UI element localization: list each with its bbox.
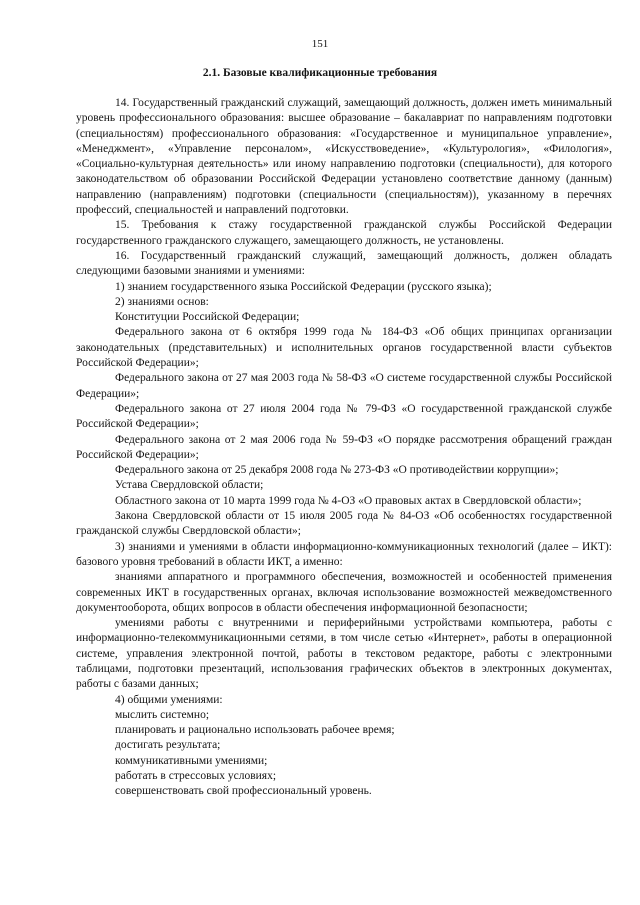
list-item: Областного закона от 10 марта 1999 года № 4-ОЗ «О правовых актах в Свердловской области»; bbox=[115, 494, 582, 507]
section-heading: 2.1. Базовые квалификационные требования bbox=[202, 67, 438, 79]
list-item: мыслить системно; bbox=[115, 708, 210, 721]
list-item: знаниями аппаратного и программного обеспечения, возможностей и особенностей применения современных ИКТ в государственных органах, включая использование возможностей межведомственного документооборота, общих вопросов в области обеспечения информационной безопасности; bbox=[76, 571, 612, 614]
list-item: 3) знаниями и умениями в области информационно-коммуникационных технологий (далее – ИКТ): базового уровня требований в области ИКТ, а именно: bbox=[76, 540, 612, 568]
list-item: Закона Свердловской области от 15 июля 2005 года № 84-ОЗ «Об особенностях государственной гражданской службы Свердловской области»; bbox=[76, 510, 612, 538]
list-item: Федерального закона от 25 декабря 2008 года № 273-ФЗ «О противодействии коррупции»; bbox=[115, 464, 559, 477]
list-item: 1) знанием государственного языка Российской Федерации (русского языка); bbox=[115, 280, 492, 293]
list-item: коммуникативными умениями; bbox=[115, 754, 268, 767]
list-item: Устава Свердловской области; bbox=[115, 479, 264, 492]
list-item: работать в стрессовых условиях; bbox=[115, 770, 277, 783]
paragraph-15-experience: 15. Требования к стажу государственной гражданской службы Российской Федерации государственного гражданского служащего, замещающего должность, не установлены. bbox=[76, 219, 612, 247]
list-item: Федерального закона от 27 июля 2004 года № 79-ФЗ «О государственной гражданской службе Российской Федерации»; bbox=[76, 402, 612, 431]
document-body bbox=[76, 96, 612, 800]
list-item: достигать результата; bbox=[115, 739, 221, 752]
paragraph-14-education: 14. Государственный гражданский служащий, замещающий должность, должен иметь минимальный уровень профессионального образования: высшее образование – бакалавриат по направлениям подготовки (специальностям) профессионального образования: «Государственное и муниципальное управление», «Менеджмент», «Управление персоналом», «Искусствоведение», «Культурология», «Филология», «Социально-культурная деятельность» или иному направлению подготовки (специальности), для которого законодательством об образовании Российской Федерации установлено соответствие данному (данным) направлению (направлениям) подготовки (специальности (специальностям)), указанному в перечнях профессий, специальностей и направлений подготовки. bbox=[76, 97, 612, 217]
list-item: 2) знаниями основ: bbox=[115, 295, 209, 308]
page-number: 151 bbox=[311, 38, 329, 50]
list-item: Федерального закона от 2 мая 2006 года № 59-ФЗ «О порядке рассмотрения обращений граждан Российской Федерации»; bbox=[76, 433, 612, 461]
list-item: Конституции Российской Федерации; bbox=[115, 311, 300, 324]
list-item: 4) общими умениями: bbox=[115, 693, 223, 706]
list-item: планировать и рационально использовать рабочее время; bbox=[115, 724, 395, 737]
paragraph-16-knowledge: 16. Государственный гражданский служащий, замещающий должность, должен обладать следующими базовыми знаниями и умениями: bbox=[76, 249, 612, 278]
list-item: Федерального закона от 6 октября 1999 года № 184-ФЗ «Об общих принципах организации законодательных (представительных) и исполнительных органов государственной власти субъектов Российской Федерации»; bbox=[76, 326, 612, 370]
list-item: Федерального закона от 27 мая 2003 года № 58-ФЗ «О системе государственной службы Российской Федерации»; bbox=[76, 372, 612, 400]
list-item: совершенствовать свой профессиональный уровень. bbox=[115, 785, 372, 798]
list-item: умениями работы с внутренними и периферийными устройствами компьютера, работы с информационно-телекоммуникационными сетями, в том числе сетью «Интернет», работы в операционной системе, управления электронной почтой, работы в текстовом редакторе, работы с электронными таблицами, подготовки презентаций, использования графических объектов в электронных документах, работы с базами данных; bbox=[76, 617, 612, 691]
